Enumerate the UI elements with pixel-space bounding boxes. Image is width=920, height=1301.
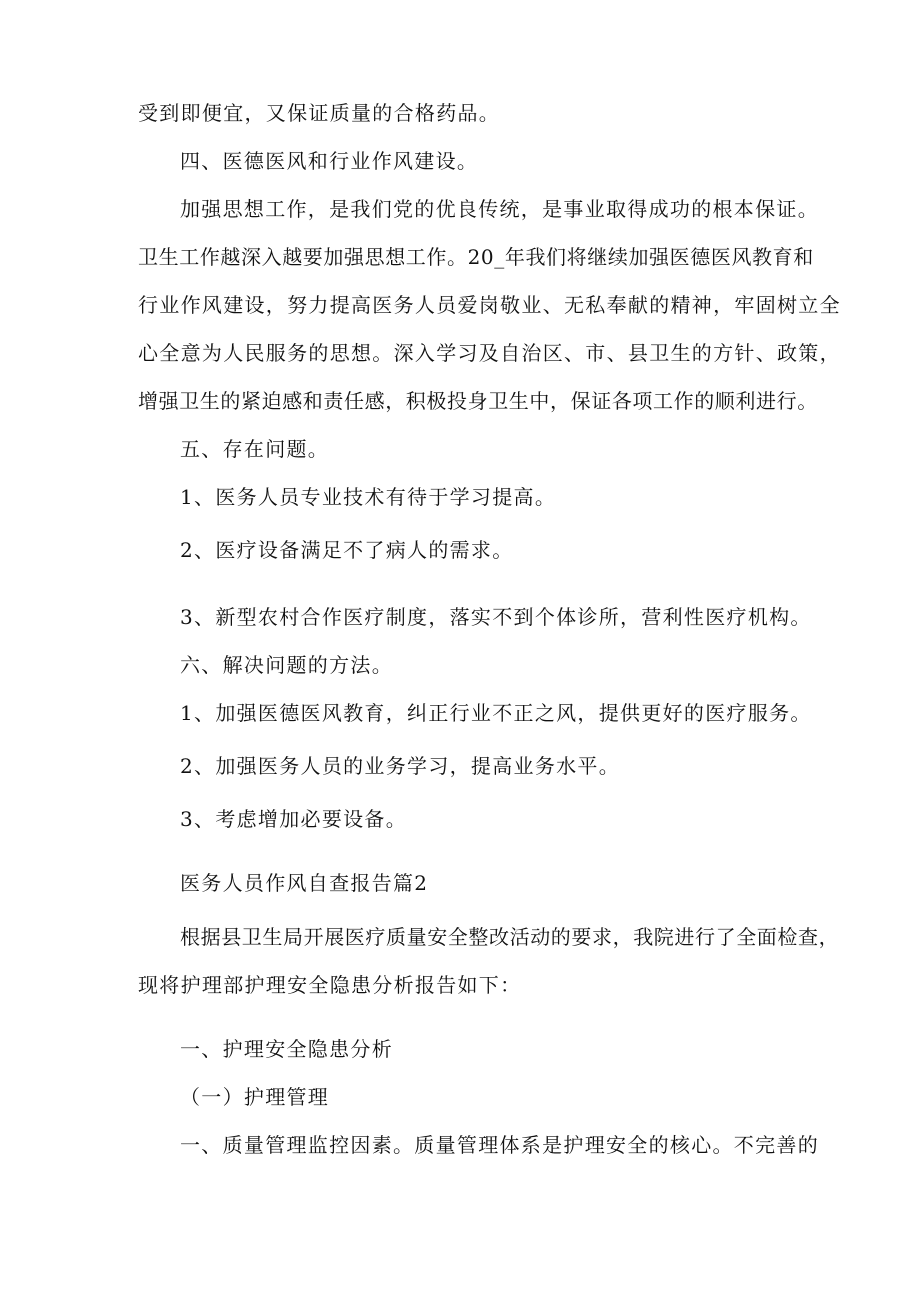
paragraph-line: 根据县卫生局开展医疗质量安全整改活动的要求，我院进行了全面检查， xyxy=(180,925,840,949)
paragraph-line: 加强思想工作，是我们党的优良传统，是事业取得成功的根本保证。 xyxy=(180,197,819,221)
section-heading: 六、解决问题的方法。 xyxy=(180,653,393,677)
report-title: 医务人员作风自查报告篇2 xyxy=(180,871,429,895)
section-heading: 一、护理安全隐患分析 xyxy=(180,1037,393,1061)
paragraph-line: 增强卫生的紧迫感和责任感，积极投身卫生中，保证各项工作的顺利进行。 xyxy=(138,389,818,413)
section-heading: 四、医德医风和行业作风建设。 xyxy=(180,149,479,173)
paragraph-line: 一、质量管理监控因素。质量管理体系是护理安全的核心。不完善的 xyxy=(180,1133,819,1157)
paragraph-line: 卫生工作越深入越要加强思想工作。20_年我们将继续加强医德医风教育和 xyxy=(138,245,814,269)
paragraph-line: 行业作风建设，努力提高医务人员爱岗敬业、无私奉献的精神，牢固树立全 xyxy=(138,293,841,317)
list-item: 3、新型农村合作医疗制度，落实不到个体诊所，营利性医疗机构。 xyxy=(180,605,812,629)
list-item: 3、考虑增加必要设备。 xyxy=(180,807,408,831)
list-item: 2、加强医务人员的业务学习，提高业务水平。 xyxy=(180,754,621,778)
paragraph-line: 心全意为人民服务的思想。深入学习及自治区、市、县卫生的方针、政策， xyxy=(138,341,841,365)
list-item: 1、加强医德医风教育，纠正行业不正之风，提供更好的医疗服务。 xyxy=(180,701,812,725)
section-heading: 五、存在问题。 xyxy=(180,437,330,461)
list-item: 1、医务人员专业技术有待于学习提高。 xyxy=(180,485,557,509)
paragraph-line: 现将护理部护理安全隐患分析报告如下： xyxy=(138,973,522,997)
paragraph-line: 受到即便宜，又保证质量的合格药品。 xyxy=(138,101,501,125)
list-item: 2、医疗设备满足不了病人的需求。 xyxy=(180,538,514,562)
subsection-heading: （一）护理管理 xyxy=(180,1085,330,1109)
